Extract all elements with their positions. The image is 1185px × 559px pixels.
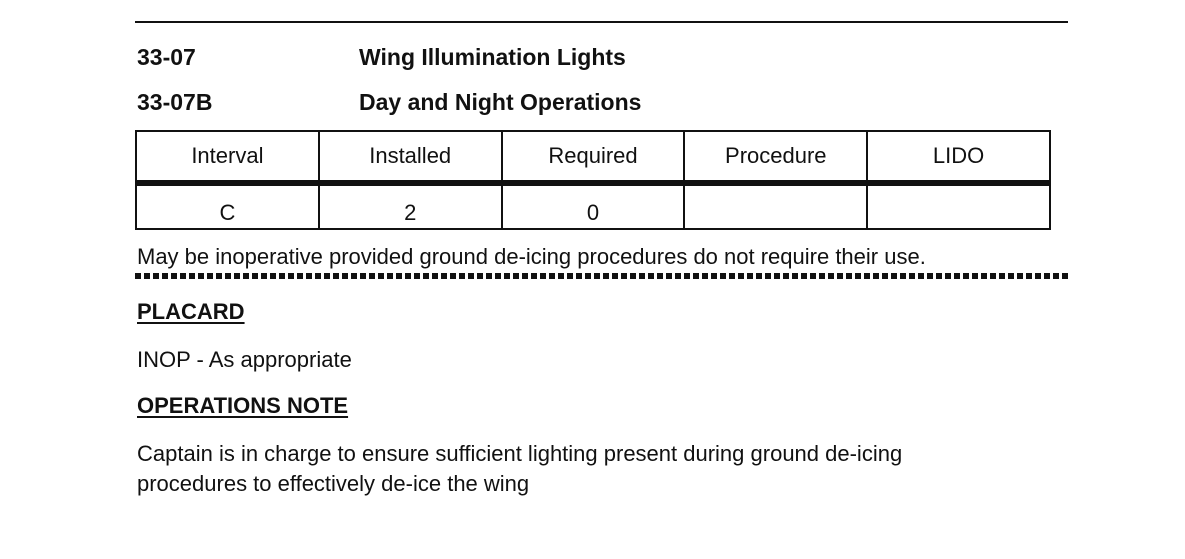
operations-note-line: procedures to effectively de-ice the wing xyxy=(137,471,530,496)
operations-note-line: Captain is in charge to ensure sufficient lighting present during ground de-icing xyxy=(137,441,903,466)
top-rule xyxy=(135,21,1068,23)
sub-item-title: Day and Night Operations xyxy=(359,89,642,115)
table-header-row xyxy=(136,131,1050,183)
header-procedure: Procedure xyxy=(684,131,867,183)
cell-lido xyxy=(867,183,1050,229)
placard-text: INOP - As appropriate xyxy=(137,347,352,372)
dotted-divider xyxy=(135,273,1068,279)
remark-text: May be inoperative provided ground de-icing procedures do not require their use. xyxy=(137,244,926,269)
cell-interval: C xyxy=(136,183,319,229)
operations-note-text xyxy=(137,439,1037,499)
header-required: Required xyxy=(502,131,685,183)
table-row xyxy=(136,183,1050,229)
item-number: 33-07 xyxy=(137,44,196,70)
mel-table xyxy=(135,130,1051,230)
cell-required: 0 xyxy=(502,183,685,229)
header-installed: Installed xyxy=(319,131,502,183)
cell-installed: 2 xyxy=(319,183,502,229)
header-lido: LIDO xyxy=(867,131,1050,183)
header-interval: Interval xyxy=(136,131,319,183)
item-title: Wing Illumination Lights xyxy=(359,44,626,70)
operations-note-heading: OPERATIONS NOTE xyxy=(137,393,349,418)
sub-item-number: 33-07B xyxy=(137,89,213,115)
placard-heading: PLACARD xyxy=(137,299,245,324)
cell-procedure xyxy=(684,183,867,229)
